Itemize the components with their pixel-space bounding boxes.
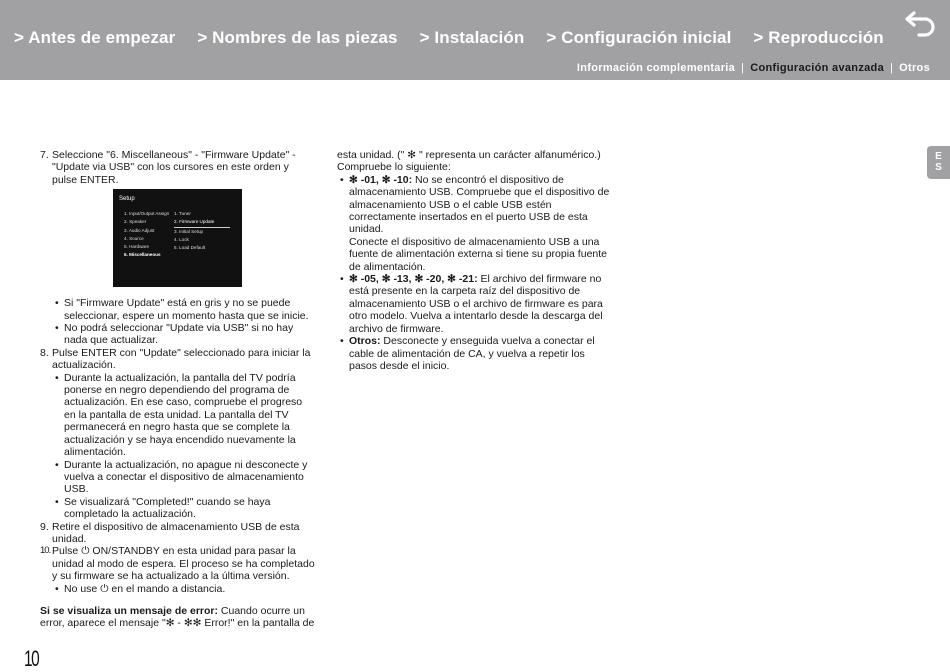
setup-screen-image	[113, 189, 242, 287]
setup-menu-item: 3. Audio Adjust	[124, 227, 155, 233]
step-text: Pulse	[52, 545, 82, 558]
setup-menu-item: 2. Speaker	[124, 219, 147, 225]
tab-reproduccion[interactable]: > Reproducción	[753, 28, 884, 47]
step-10	[40, 545, 316, 582]
error-code-item	[337, 335, 613, 372]
bullet-text: No use	[64, 582, 101, 595]
sub-nav	[577, 62, 930, 74]
step-number: 9.	[40, 520, 49, 533]
error-text: Cuando ocurre un error, aparece el mensaje "✻ - ✻✻ Error!" en la pantalla de	[40, 604, 315, 630]
subnav-configuracion-avanzada[interactable]: Configuración avanzada	[750, 62, 884, 74]
setup-menu-left	[124, 210, 169, 259]
tab-instalacion[interactable]: > Instalación	[419, 28, 525, 47]
setup-menu-item-selected: 6. Miscellaneous	[124, 252, 161, 258]
language-label: ES	[935, 151, 942, 173]
tab-configuracion-inicial[interactable]: > Configuración inicial	[546, 28, 732, 47]
setup-submenu-item: 3. Initial Setup	[174, 228, 204, 234]
step-number: 7.	[40, 149, 49, 161]
error-heading: Si se visualiza un mensaje de error:	[40, 604, 218, 617]
error-code: Otros:	[349, 335, 381, 348]
setup-submenu-item: 1. Tuner	[174, 211, 191, 217]
step-9	[40, 521, 316, 546]
setup-submenu-item: 4. Lock	[174, 236, 189, 242]
step-text: Seleccione "6. Miscellaneous" - "Firmware Update" - "Update via USB" con los cursores en este orden y pulse ENTER.	[52, 149, 296, 186]
left-column	[40, 149, 316, 630]
setup-menu-item: 4. Source	[124, 235, 144, 241]
error-description-extra: Conecte el dispositivo de almacenamiento USB a una fuente de alimentación externa si tiene su propia fuente de alimentación.	[349, 235, 608, 273]
main-nav	[14, 28, 884, 48]
error-code-item	[337, 273, 613, 335]
header-bar	[0, 0, 950, 80]
step-7	[40, 149, 316, 186]
step-8	[40, 347, 316, 372]
spacer	[40, 595, 316, 605]
back-arrow-icon[interactable]	[904, 8, 938, 38]
tab-nombres-de-las-piezas[interactable]: > Nombres de las piezas	[197, 28, 398, 47]
setup-menu-item: 5. Hardware	[124, 244, 150, 250]
bullet-item: • Si "Firmware Update" está en gris y no se puede seleccionar, espere un momento hasta que se inicie.	[40, 297, 316, 322]
step-number: 8.	[40, 346, 49, 359]
bullet-item: • Durante la actualización, la pantalla del TV podría ponerse en negro dependiendo del programa de actualización. En ese caso, compruebe el progreso en la pantalla de esta unidad. La pantalla del TV permanecerá en negro hasta que se complete la actualización y se haya encendido nuevamente la alimentación.	[40, 372, 316, 459]
error-description: Desconecte y enseguida vuelva a conectar el cable de alimentación de CA, y vuelva a repetir los pasos desde el inicio.	[349, 335, 595, 372]
step-text: ON/STANDBY en esta unidad para pasar la unidad al modo de espera. El proceso se ha completado y su firmware se ha actualizado a la última versión.	[52, 545, 315, 583]
setup-submenu-item-highlighted: 2. Firmware Update	[174, 218, 230, 227]
error-code: ✻ -05, ✻ -13, ✻ -20, ✻ -21:	[349, 273, 478, 286]
power-icon: ⏻	[81, 545, 90, 558]
setup-screen-title: Setup	[119, 196, 135, 203]
bullet-item: • Durante la actualización, no apague ni desconecte y vuelva a conectar el dispositivo de almacenamiento USB.	[40, 459, 316, 496]
language-tab[interactable]	[927, 146, 950, 179]
subnav-separator: |	[741, 62, 745, 74]
setup-menu-item: 1. Input/Output Assign	[124, 211, 170, 217]
error-intro: esta unidad. (" ✻ " representa un carácter alfanumérico.) Compruebe lo siguiente:	[337, 149, 601, 174]
error-paragraph	[40, 605, 316, 630]
error-code: ✻ -01, ✻ -10:	[349, 173, 413, 186]
step-number: 10.	[40, 545, 51, 557]
bullet-text: en el mando a distancia.	[108, 582, 226, 595]
subnav-otros[interactable]: Otros	[899, 62, 930, 74]
subnav-separator: |	[889, 62, 894, 74]
step-text: Pulse ENTER con "Update" seleccionado para iniciar la actualización.	[52, 346, 311, 372]
bullet-item	[40, 583, 316, 595]
bullet-item: • No podrá seleccionar "Update via USB" si no hay nada que actualizar.	[40, 322, 316, 347]
error-description: No se encontró el dispositivo de almacenamiento USB. Compruebe que el dispositivo de almacenamiento USB o el cable USB estén correctamente insertados en el puerto USB de esta unidad.	[349, 173, 610, 236]
bullet-item: • Se visualizará "Completed!" cuando se haya completado la actualización.	[40, 496, 316, 521]
right-column	[337, 149, 613, 372]
step-text: Retire el dispositivo de almacenamiento USB de esta unidad.	[52, 520, 300, 545]
error-description: El archivo del firmware no está presente en la carpeta raíz del dispositivo de almacenamiento USB o el archivo de firmware es para otro modelo. Vuelva a intentarlo desde la descarga del archivo de firmware.	[349, 273, 603, 335]
subnav-informacion-complementaria[interactable]: Información complementaria	[576, 62, 736, 74]
tab-antes-de-empezar[interactable]: > Antes de empezar	[14, 28, 176, 47]
page-number: 10	[24, 646, 39, 671]
setup-menu-right	[174, 210, 230, 252]
setup-submenu-item: 5. Load Default	[174, 245, 206, 251]
power-icon: ⏻	[100, 582, 109, 595]
error-code-item	[337, 174, 613, 273]
